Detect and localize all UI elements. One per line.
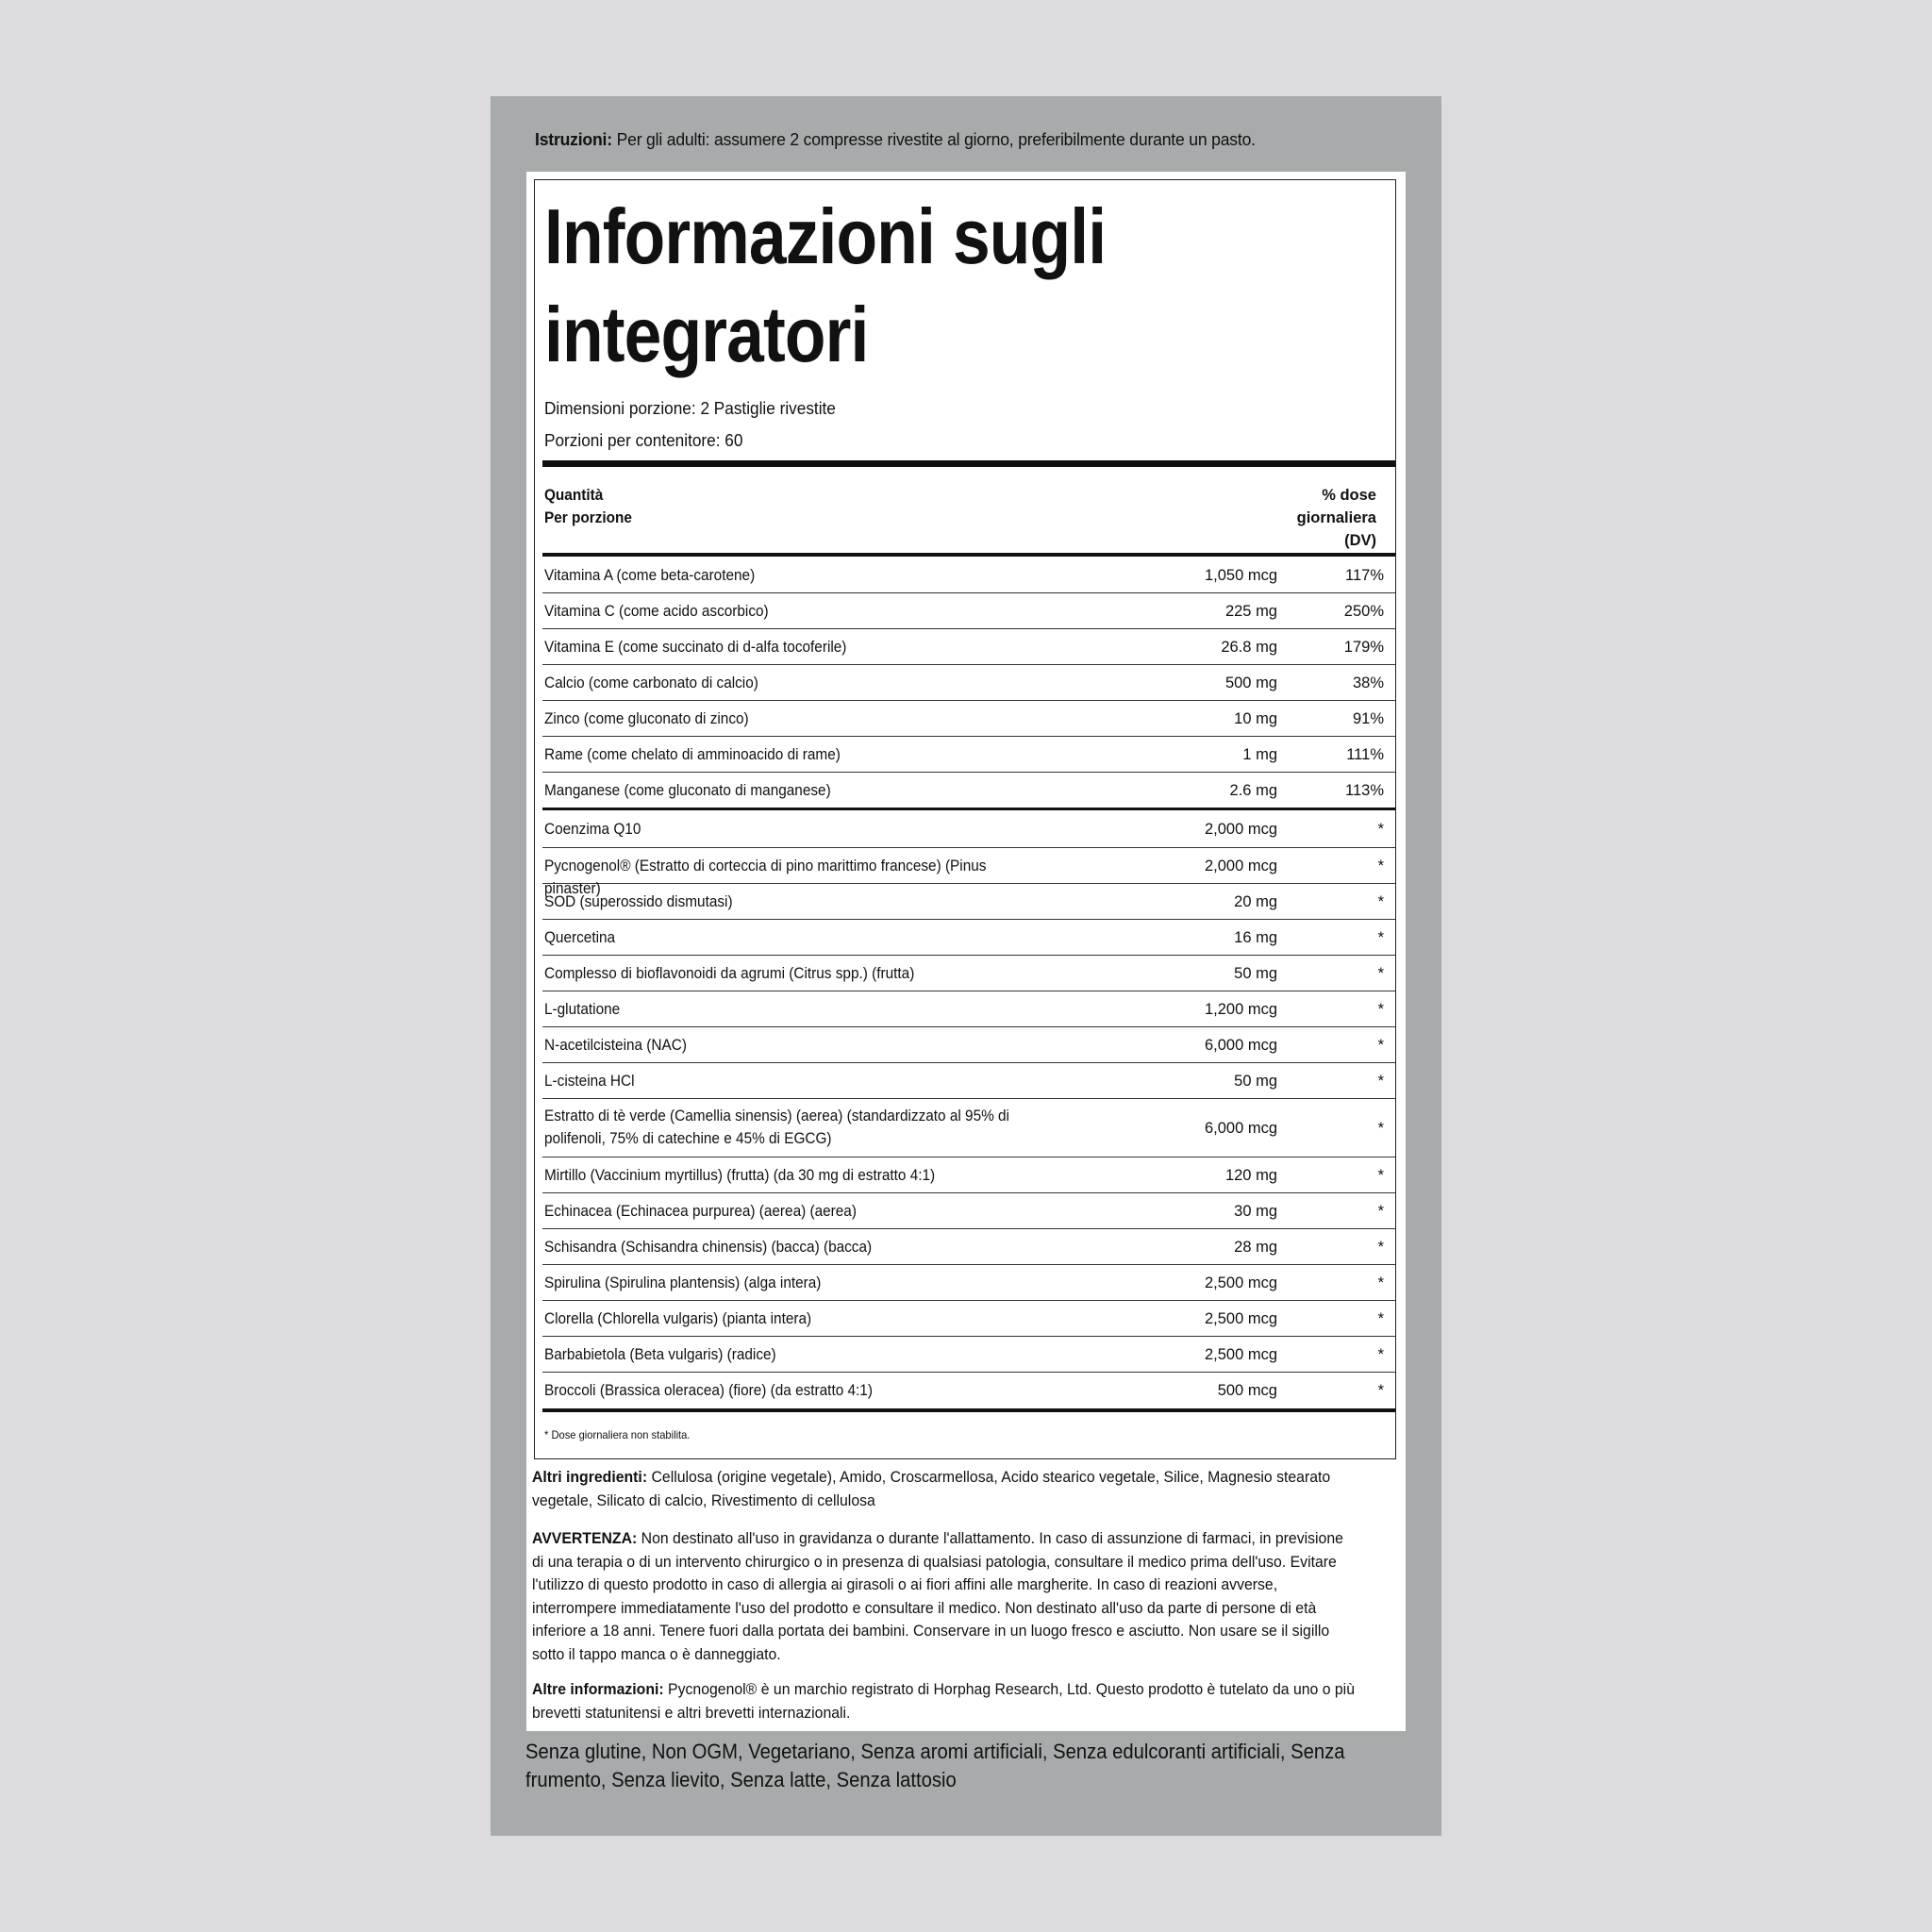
nutrient-amount: 2,500 mcg <box>1204 1310 1277 1327</box>
other-ingredients-label: Altri ingredienti: <box>532 1468 648 1486</box>
nutrient-daily-value: * <box>1377 1382 1384 1399</box>
nutrient-row <box>542 956 1395 991</box>
nutrient-name: Calcio (come carbonato di calcio) <box>544 675 758 691</box>
nutrient-row <box>542 1158 1395 1193</box>
nutrient-amount: 120 mg <box>1224 1167 1277 1184</box>
nutrient-amount: 20 mg <box>1234 893 1277 910</box>
nutrient-daily-value: * <box>1377 1001 1384 1018</box>
nutrient-row <box>542 1337 1395 1373</box>
nutrient-amount: 10 mg <box>1234 710 1277 727</box>
column-header-dv <box>1235 484 1376 552</box>
nutrient-amount: 500 mg <box>1224 675 1277 691</box>
nutrient-amount: 2,500 mcg <box>1204 1274 1277 1291</box>
nutrient-name: Manganese (come gluconato di manganese) <box>544 782 831 799</box>
nutrient-row <box>542 1027 1395 1063</box>
nutrient-name: Quercetina <box>544 929 616 946</box>
nutrient-name: Vitamina E (come succinato di d-alfa tocoferile) <box>544 639 847 656</box>
more-info-body: Pycnogenol® è un marchio registrato di Horphag Research, Ltd. Questo prodotto è tutelato da uno o più brevetti statunitensi e altri brevetti internazionali. <box>532 1680 1356 1722</box>
nutrient-daily-value: * <box>1377 929 1384 946</box>
nutrient-amount: 1 mg <box>1242 746 1277 763</box>
nutrient-amount: 2,500 mcg <box>1204 1346 1277 1363</box>
nutrient-row <box>542 1063 1395 1099</box>
nutrient-row <box>542 558 1395 593</box>
nutrient-row <box>542 1099 1395 1158</box>
nutrient-name: L-glutatione <box>544 1001 621 1018</box>
nutrient-amount: 2,000 mcg <box>1204 858 1277 874</box>
nutrient-amount: 28 mg <box>1234 1239 1277 1256</box>
thick-divider-bottom <box>542 1408 1395 1412</box>
nutrient-amount: 26.8 mg <box>1221 639 1277 656</box>
nutrient-name: Pycnogenol® (Estratto di corteccia di pino marittimo francese) (Pinus pinaster) <box>544 858 987 897</box>
nutrient-name: Barbabietola (Beta vulgaris) (radice) <box>544 1346 776 1363</box>
instructions-label: Istruzioni: <box>535 129 612 149</box>
nutrient-amount: 500 mcg <box>1217 1382 1277 1399</box>
nutrient-name: Spirulina (Spirulina plantensis) (alga intera) <box>544 1274 822 1291</box>
nutrient-amount: 16 mg <box>1234 929 1277 946</box>
nutrient-row <box>542 1373 1395 1407</box>
nutrient-row <box>542 593 1395 629</box>
nutrient-row <box>542 773 1395 810</box>
nutrient-daily-value: 91% <box>1352 710 1384 727</box>
nutrient-row <box>542 665 1395 701</box>
header-right-line-1: % dose <box>1322 487 1376 504</box>
facts-footnote: * Dose giornaliera non stabilita. <box>544 1428 691 1441</box>
nutrient-name: Rame (come chelato di amminoacido di rame) <box>544 746 841 763</box>
nutrient-amount: 50 mg <box>1234 965 1277 982</box>
nutrient-daily-value: * <box>1377 1037 1384 1054</box>
warning-label: AVVERTENZA: <box>532 1529 638 1547</box>
nutrient-daily-value: * <box>1377 1239 1384 1256</box>
nutrient-name: Coenzima Q10 <box>544 821 641 838</box>
nutrient-amount: 1,050 mcg <box>1204 567 1277 584</box>
facts-title-line-1: Informazioni sugli <box>544 192 1107 280</box>
header-left-line-2: Per porzione <box>544 509 632 526</box>
thick-divider-header <box>542 553 1395 557</box>
nutrient-name: Vitamina C (come acido ascorbico) <box>544 603 769 620</box>
nutrient-name: N-acetilcisteina (NAC) <box>544 1037 687 1054</box>
more-info <box>532 1678 1355 1724</box>
instructions-body: Per gli adulti: assumere 2 compresse rivestite al giorno, preferibilmente durante un pasto. <box>611 129 1256 149</box>
nutrient-amount: 2,000 mcg <box>1204 821 1277 838</box>
warning <box>532 1527 1355 1666</box>
nutrient-amount: 6,000 mcg <box>1204 1120 1277 1137</box>
nutrient-daily-value: 38% <box>1352 675 1384 691</box>
nutrient-name: Complesso di bioflavonoidi da agrumi (Citrus spp.) (frutta) <box>544 965 915 982</box>
nutrient-amount: 2.6 mg <box>1229 782 1277 799</box>
nutrient-daily-value: * <box>1377 1167 1384 1184</box>
nutrient-daily-value: * <box>1377 965 1384 982</box>
nutrient-daily-value: 250% <box>1343 603 1384 620</box>
nutrient-name: Zinco (come gluconato di zinco) <box>544 710 749 727</box>
label-panel <box>526 172 1406 1731</box>
other-ingredients <box>532 1466 1355 1512</box>
nutrient-row <box>542 991 1395 1027</box>
free-from-claims: Senza glutine, Non OGM, Vegetariano, Senza aromi artificiali, Senza edulcoranti artificiali, Senza frumento, Senza lievito, Senza latte, Senza lattosio <box>525 1740 1345 1791</box>
nutrient-daily-value: * <box>1377 1274 1384 1291</box>
header-left-line-1: Quantità <box>544 487 604 504</box>
nutrient-daily-value: * <box>1377 1120 1384 1137</box>
servings-per-container: Porzioni per contenitore: 60 <box>544 430 743 450</box>
nutrient-row <box>542 884 1395 920</box>
nutrient-amount: 6,000 mcg <box>1204 1037 1277 1054</box>
nutrient-daily-value: 113% <box>1345 782 1384 799</box>
nutrient-name: Clorella (Chlorella vulgaris) (pianta intera) <box>544 1310 812 1327</box>
nutrient-row <box>542 1265 1395 1301</box>
nutrient-name: Echinacea (Echinacea purpurea) (aerea) (aerea) <box>544 1203 857 1220</box>
nutrient-daily-value: 111% <box>1346 746 1384 763</box>
serving-size: Dimensioni porzione: 2 Pastiglie rivestite <box>544 398 836 418</box>
nutrient-daily-value: * <box>1377 893 1384 910</box>
nutrient-amount: 30 mg <box>1234 1203 1277 1220</box>
nutrient-daily-value: * <box>1377 858 1384 874</box>
nutrient-name: Vitamina A (come beta-carotene) <box>544 567 756 584</box>
nutrient-daily-value: 179% <box>1343 639 1384 656</box>
thick-divider-top <box>542 460 1395 467</box>
nutrient-name: SOD (superossido dismutasi) <box>544 893 733 910</box>
instructions-text <box>535 128 1359 151</box>
other-ingredients-body: Cellulosa (origine vegetale), Amido, Croscarmellosa, Acido stearico vegetale, Silice, Magnesio stearato vegetale, Silicato di calcio, Rivestimento di cellulosa <box>532 1468 1331 1509</box>
nutrient-daily-value: * <box>1377 1346 1384 1363</box>
supplement-label <box>491 96 1441 1836</box>
nutrient-daily-value: 117% <box>1345 567 1384 584</box>
nutrient-row <box>542 701 1395 737</box>
nutrient-name: Estratto di tè verde (Camellia sinensis) (aerea) (standardizzato al 95% di polifenoli, 75% di catechine e 45% di EGCG) <box>544 1108 1009 1147</box>
more-info-label: Altre informazioni: <box>532 1680 664 1698</box>
supplement-facts-box <box>534 179 1396 1459</box>
nutrient-amount: 50 mg <box>1234 1073 1277 1090</box>
nutrient-daily-value: * <box>1377 821 1384 838</box>
nutrient-rows <box>542 558 1395 1407</box>
column-header-amount <box>544 484 632 529</box>
header-right-line-3: (DV) <box>1344 532 1376 549</box>
nutrient-amount: 1,200 mcg <box>1204 1001 1277 1018</box>
facts-title-line-2: integratori <box>544 291 869 378</box>
warning-body: Non destinato all'uso in gravidanza o durante l'allattamento. In caso di assunzione di farmaci, in previsione di una terapia o di un intervento chirurgico o in presenza di qualsiasi patologia, consultare il medico prima dell'uso. Evitare l'utilizzo di questo prodotto in caso di allergia ai girasoli o ai fiori affini alle margherite. In caso di reazioni avverse, interrompere immediatamente l'uso del prodotto e consultare il medico. Non destinato all'uso da parte di persone di età inferiore a 18 anni. Tenere fuori dalla portata dei bambini. Conservare in un luogo fresco e asciutto. Non usare se il sigillo sotto il tappo manca o è danneggiato. <box>532 1529 1343 1663</box>
nutrient-daily-value: * <box>1377 1310 1384 1327</box>
header-right-line-2: giornaliera <box>1296 509 1376 526</box>
nutrient-row <box>542 920 1395 956</box>
nutrient-row <box>542 810 1395 848</box>
facts-title <box>544 188 1258 384</box>
nutrient-row <box>542 737 1395 773</box>
nutrient-daily-value: * <box>1377 1073 1384 1090</box>
nutrient-row <box>542 1193 1395 1229</box>
nutrient-name: Broccoli (Brassica oleracea) (fiore) (da estratto 4:1) <box>544 1382 873 1399</box>
nutrient-row <box>542 629 1395 665</box>
nutrient-name: Schisandra (Schisandra chinensis) (bacca) (bacca) <box>544 1239 873 1256</box>
nutrient-name: Mirtillo (Vaccinium myrtillus) (frutta) (da 30 mg di estratto 4:1) <box>544 1167 936 1184</box>
nutrient-row <box>542 1301 1395 1337</box>
nutrient-row <box>542 848 1395 897</box>
nutrient-name: L-cisteina HCl <box>544 1073 635 1090</box>
nutrient-amount: 225 mg <box>1224 603 1277 620</box>
nutrient-row <box>542 1229 1395 1265</box>
nutrient-daily-value: * <box>1377 1203 1384 1220</box>
